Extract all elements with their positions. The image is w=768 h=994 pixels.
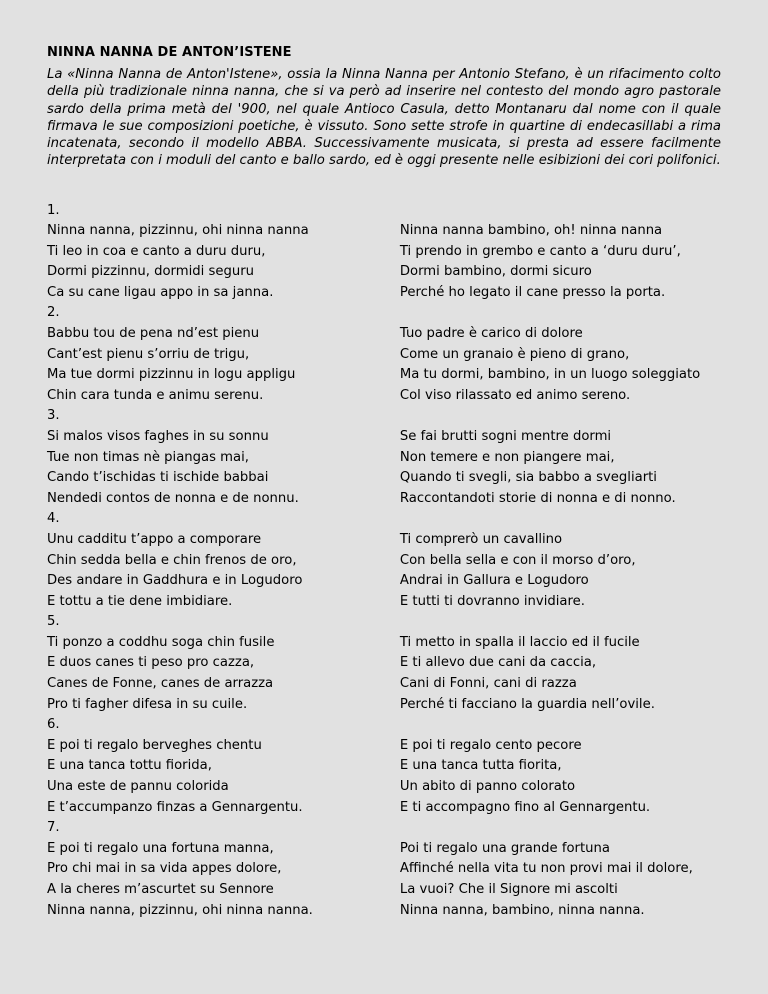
verse-row — [47, 448, 727, 469]
italian-line: Non temere e non piangere mai, — [399, 449, 615, 465]
verse-row — [47, 859, 727, 880]
stanza-number: 1. — [47, 203, 60, 218]
sardinian-line: Ninna nanna, pizzinnu, ohi ninna nanna. — [47, 902, 313, 918]
sardinian-line: Pro ti fagher difesa in su cuile. — [47, 696, 248, 712]
sardinian-line: Cant’est pienu s’orriu de trigu, — [47, 346, 250, 362]
stanza — [47, 715, 727, 818]
verse-row — [47, 880, 727, 901]
document-title: NINNA NANNA DE ANTON’ISTENE — [47, 45, 292, 60]
sardinian-line: Una este de pannu colorida — [47, 779, 229, 795]
sardinian-line: E poi ti regalo berveghes chentu — [47, 737, 262, 753]
verse-row — [47, 551, 727, 572]
stanza — [47, 406, 727, 509]
verse-row — [47, 221, 727, 242]
verse-row — [47, 592, 727, 613]
verse-row — [47, 489, 727, 510]
poem — [47, 201, 727, 921]
sardinian-line: Pro chi mai in sa vida appes dolore, — [47, 861, 282, 877]
italian-line: E tutti ti dovranno invidiare. — [399, 593, 585, 609]
italian-line: Ti comprerò un cavallino — [399, 531, 563, 547]
verse-row — [47, 674, 727, 695]
stanza-number: 4. — [47, 511, 60, 527]
sardinian-line: Dormi pizzinnu, dormidi seguru — [47, 264, 254, 280]
verse-row — [47, 901, 727, 922]
verse-row — [47, 324, 727, 345]
sardinian-line: E poi ti regalo una fortuna manna, — [47, 840, 274, 856]
italian-line: Affinché nella vita tu non provi mai il dolore, — [399, 861, 693, 877]
sardinian-line: Nendedi contos de nonna e de nonnu. — [47, 490, 299, 506]
italian-line: Con bella sella e con il morso d’oro, — [399, 552, 636, 568]
stanza-number: 7. — [47, 820, 60, 836]
sardinian-line: Ma tue dormi pizzinnu in logu appligu — [47, 367, 296, 383]
italian-line: Andrai in Gallura e Logudoro — [399, 573, 589, 589]
italian-line: E una tanca tutta fiorita, — [399, 758, 562, 774]
italian-line: Dormi bambino, dormi sicuro — [399, 264, 592, 280]
sardinian-line: Ti ponzo a coddhu soga chin fusile — [47, 634, 275, 650]
verse-row — [47, 736, 727, 757]
sardinian-line: Chin cara tunda e animu serenu. — [47, 387, 264, 403]
sardinian-line: Unu cadditu t’appo a comporare — [47, 531, 262, 547]
italian-line: Quando ti svegli, sia babbo a svegliarti — [399, 470, 657, 486]
sardinian-line: Ca su cane ligau appo in sa janna. — [47, 284, 274, 300]
sardinian-line: A la cheres m’ascurtet su Sennore — [47, 882, 274, 897]
italian-line: Cani di Fonni, cani di razza — [399, 676, 577, 692]
intro-paragraph: La «Ninna Nanna de Anton'Istene», ossia la Ninna Nanna per Antonio Stefano, è un rifacimento colto della più tradizionale ninna nanna, che si va però ad inserire nel contesto del mondo agro pastorale sardo della prima metà del '900, nel quale Antioco Casula, detto Montanaru dal nome con il quale firmava le sue composizioni poetiche, è vissuto. Sono sette strofe in quartine di endecasillabi a rima incatenata, secondo il modello ABBA. Successivamente musicata, si presta ad essere facilmente interpretata con i moduli del canto e ballo sardo, ed è oggi presente nelle esibizioni dei cori polifonici. — [47, 67, 721, 169]
verse-row — [47, 283, 727, 304]
sardinian-line: Ti leo in coa e canto a duru duru, — [47, 243, 266, 259]
verse-row — [47, 653, 727, 674]
verse-row — [47, 695, 727, 716]
stanza — [47, 818, 727, 921]
italian-line: Ninna nanna bambino, oh! ninna nanna — [399, 223, 663, 238]
italian-line: Perché ti facciano la guardia nell’ovile. — [399, 696, 655, 712]
sardinian-line: E t’accumpanzo finzas a Gennargentu. — [47, 799, 303, 815]
verse-row — [47, 427, 727, 448]
stanza — [47, 509, 727, 612]
italian-line: E ti accompagno fino al Gennargentu. — [399, 799, 651, 815]
verse-row — [47, 798, 727, 819]
verse-row — [47, 633, 727, 654]
verse-row — [47, 571, 727, 592]
italian-line: Come un granaio è pieno di grano, — [399, 346, 630, 362]
sardinian-line: E tottu a tie dene imbidiare. — [47, 593, 233, 609]
stanza-number: 3. — [47, 408, 60, 424]
verse-row — [47, 365, 727, 386]
sardinian-line: Chin sedda bella e chin frenos de oro, — [47, 552, 297, 568]
verse-row — [47, 756, 727, 777]
italian-line: Poi ti regalo una grande fortuna — [399, 840, 610, 856]
stanza — [47, 303, 727, 406]
verse-row — [47, 468, 727, 489]
italian-line: E poi ti regalo cento pecore — [399, 737, 582, 753]
sardinian-line: Tue non timas nè piangas mai, — [47, 449, 249, 465]
italian-line: E ti allevo due cani da caccia, — [399, 655, 597, 671]
italian-line: Col viso rilassato ed animo sereno. — [399, 387, 631, 403]
verse-row — [47, 530, 727, 551]
sardinian-line: Cando t’ischidas ti ischide babbai — [47, 470, 269, 486]
italian-line: Perché ho legato il cane presso la porta. — [399, 284, 666, 300]
stanza — [47, 612, 727, 715]
italian-line: Raccontandoti storie di nonna e di nonno. — [399, 490, 676, 506]
stanza-number: 6. — [47, 717, 60, 733]
italian-line: Ninna nanna, bambino, ninna nanna. — [399, 902, 645, 918]
italian-line: Se fai brutti sogni mentre dormi — [399, 428, 612, 444]
verse-row — [47, 777, 727, 798]
verse-row — [47, 386, 727, 407]
stanza-number: 5. — [47, 614, 60, 630]
verse-row — [47, 345, 727, 366]
sardinian-line: E una tanca tottu fiorida, — [47, 758, 212, 774]
verse-row — [47, 839, 727, 860]
verse-row — [47, 262, 727, 283]
sardinian-line: Des andare in Gaddhura e in Logudoro — [47, 573, 303, 589]
italian-line: Ma tu dormi, bambino, in un luogo soleggiato — [399, 367, 701, 383]
italian-line: Ti metto in spalla il laccio ed il fucile — [399, 634, 640, 650]
stanza-number: 2. — [47, 305, 60, 321]
verse-row — [47, 242, 727, 263]
sardinian-line: Babbu tou de pena nd’est pienu — [47, 325, 260, 341]
sardinian-line: E duos canes ti peso pro cazza, — [47, 655, 255, 671]
stanza — [47, 201, 727, 303]
sardinian-line: Canes de Fonne, canes de arrazza — [47, 676, 274, 692]
italian-line: La vuoi? Che il Signore mi ascolti — [399, 882, 618, 897]
italian-line: Un abito di panno colorato — [399, 779, 576, 795]
italian-line: Tuo padre è carico di dolore — [399, 325, 583, 341]
sardinian-line: Ninna nanna, pizzinnu, ohi ninna nanna — [47, 223, 309, 238]
italian-line: Ti prendo in grembo e canto a ‘duru duru’, — [399, 243, 681, 259]
sardinian-line: Si malos visos faghes in su sonnu — [47, 428, 269, 444]
